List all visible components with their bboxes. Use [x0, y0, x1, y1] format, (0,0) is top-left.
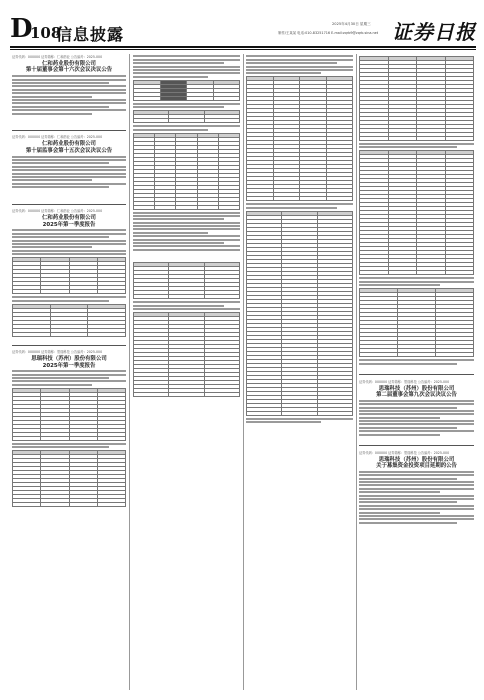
notice-separator	[12, 204, 126, 205]
page-letter: D	[10, 14, 33, 44]
notice-separator	[359, 374, 474, 375]
page-number: 108	[30, 24, 62, 42]
contact-line: 制作/王某某 电话:010-83251716 E-mail:zqrb9@zqrb.sina.net	[278, 31, 379, 35]
column-3	[246, 54, 353, 690]
notice-company: 仁和药业股份有限公司	[42, 141, 96, 148]
financial-table	[133, 262, 240, 299]
financial-table	[12, 388, 126, 441]
financial-table	[12, 257, 126, 294]
newspaper-logo: 证券日报	[392, 20, 476, 44]
column-divider	[129, 54, 130, 690]
notice-body	[12, 229, 126, 255]
notice-title: 2025年第一季度报告	[42, 221, 96, 228]
notice-body	[359, 400, 474, 436]
financial-table	[246, 76, 353, 201]
column-divider	[243, 54, 244, 690]
notice-body	[12, 156, 126, 189]
notice-header	[12, 349, 126, 369]
column-divider	[356, 54, 357, 690]
notice-header	[359, 379, 474, 399]
notice-code: 证券代码：000000 证券简称：思瑞科技 公告编号：2025-000	[359, 379, 450, 384]
notice-title: 第二届董事会第九次会议决议公告	[376, 391, 457, 398]
column-4	[359, 54, 474, 690]
masthead	[10, 16, 476, 46]
notice-company: 仁和药业股份有限公司	[42, 61, 96, 67]
financial-table	[246, 211, 353, 416]
financial-table	[359, 288, 474, 357]
notice-company: 仁和药业股份有限公司	[42, 215, 96, 222]
masthead-rule	[10, 46, 476, 48]
notice-header	[359, 450, 474, 470]
notice-separator	[12, 345, 126, 346]
financial-table	[133, 133, 240, 210]
column-1	[12, 54, 126, 690]
notice-code: 证券代码：000000 证券简称：仁和药业 公告编号：2025-000	[12, 209, 103, 214]
column-2	[133, 54, 240, 690]
notice-title: 关于募集资金投资项目延期的公告	[376, 463, 457, 470]
financial-table	[12, 304, 126, 337]
notice-header	[12, 54, 126, 74]
section-title: 信息披露	[56, 25, 125, 44]
notice-code: 证券代码：000000 证券简称：仁和药业 公告编号：2025-000	[12, 55, 103, 59]
financial-table	[12, 450, 126, 507]
notice-header	[12, 134, 126, 154]
notice-body	[359, 471, 474, 524]
masthead-rule-thin	[10, 49, 476, 50]
date-line: 2025年4月30日 星期三	[332, 22, 371, 26]
notice-body	[12, 370, 126, 386]
notice-company: 思瑞科技（苏州）股份有限公司	[378, 385, 455, 392]
financial-table	[359, 150, 474, 275]
financial-table	[359, 56, 474, 141]
notice-title: 2025年第一季度报告	[42, 362, 96, 369]
notice-code: 证券代码：000000 证券简称：思瑞科技 公告编号：2025-000	[359, 450, 450, 455]
notice-code: 证券代码：000000 证券简称：仁和药业 公告编号：2025-000	[12, 135, 103, 140]
notice-separator	[12, 130, 126, 131]
notice-title: 第十届董事会第十六次会议决议公告	[25, 67, 113, 74]
notice-company: 思瑞科技（苏州）股份有限公司	[31, 356, 107, 363]
notice-body	[12, 75, 126, 114]
financial-table	[133, 312, 240, 397]
notice-company: 思瑞科技（苏州）股份有限公司	[378, 456, 455, 463]
notice-title: 第十届监事会第十五次会议决议公告	[25, 147, 113, 154]
notice-separator	[359, 445, 474, 446]
financial-table	[133, 110, 240, 123]
notice-header	[12, 208, 126, 228]
notice-code: 证券代码：000000 证券简称：思瑞科技 公告编号：2025-000	[12, 350, 103, 355]
financial-table	[133, 80, 240, 101]
